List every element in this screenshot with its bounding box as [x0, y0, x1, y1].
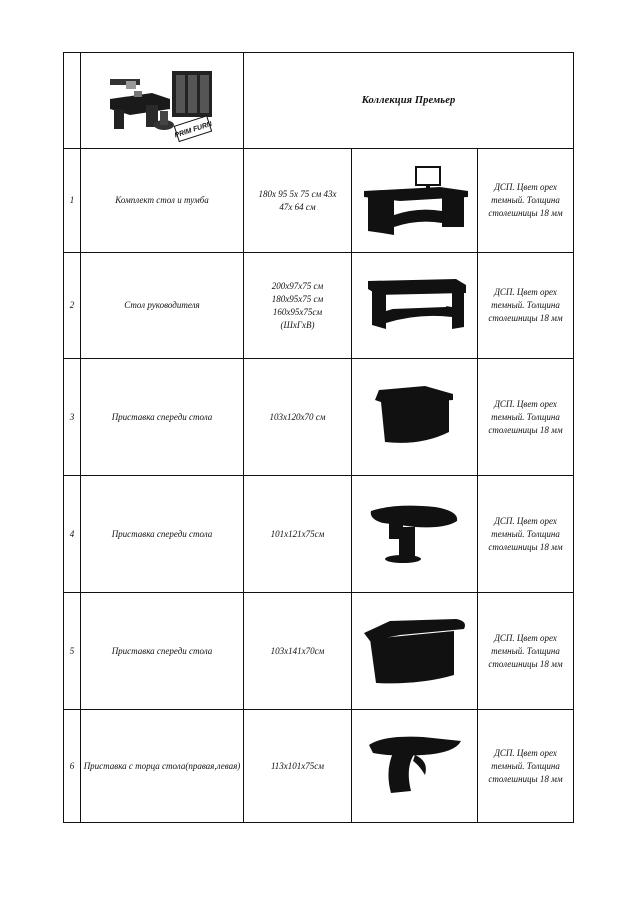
item-image-cell — [352, 476, 478, 593]
wide-extension-icon — [360, 613, 470, 689]
item-dimensions: 101x121x75см — [244, 476, 352, 593]
header-num-cell — [64, 53, 81, 149]
item-dimensions: 103x120x70 см — [244, 359, 352, 476]
header-photo-cell — [81, 53, 244, 149]
item-description: ДСП. Цвет орех темный. Толщина столешницы 18 мм — [478, 476, 574, 593]
item-description: ДСП. Цвет орех темный. Толщина столешницы 18 мм — [478, 710, 574, 823]
photo-stamp-text: PRIM FURN — [173, 120, 213, 139]
collection-title: Коллекция Премьер — [361, 95, 456, 106]
item-image-cell — [352, 149, 478, 253]
row-number: 5 — [64, 593, 81, 710]
office-furniture-photo — [106, 59, 218, 143]
item-description: ДСП. Цвет орех темный. Толщина столешницы 18 мм — [478, 593, 574, 710]
executive-desk-icon — [360, 271, 470, 341]
collection-title-cell — [244, 53, 574, 149]
row-number: 4 — [64, 476, 81, 593]
header-row — [64, 53, 574, 149]
row-number: 6 — [64, 710, 81, 823]
row-number: 1 — [64, 149, 81, 253]
item-name: Комплект стол и тумба — [81, 149, 244, 253]
table-row — [64, 593, 574, 710]
item-image-cell — [352, 359, 478, 476]
table-row — [64, 253, 574, 359]
table-row — [64, 476, 574, 593]
item-image-cell — [352, 710, 478, 823]
item-name: Приставка с торца стола(правая,левая) — [81, 710, 244, 823]
desk-with-pedestal-icon — [360, 161, 470, 241]
item-name: Приставка спереди стола — [81, 476, 244, 593]
table-row — [64, 359, 574, 476]
item-name: Приставка спереди стола — [81, 359, 244, 476]
side-extension-icon — [363, 731, 467, 801]
round-extension-icon — [365, 499, 465, 569]
desk-extension-icon — [365, 382, 465, 452]
table-row — [64, 710, 574, 823]
item-dimensions: 113x101x75см — [244, 710, 352, 823]
item-dimensions: 200x97x75 см 180x95x75 см 160x95x75см (ШхГхВ) — [244, 253, 352, 359]
item-description: ДСП. Цвет орех темный. Толщина столешницы 18 мм — [478, 253, 574, 359]
item-description: ДСП. Цвет орех темный. Толщина столешницы 18 мм — [478, 149, 574, 253]
item-name: Приставка спереди стола — [81, 593, 244, 710]
item-image-cell — [352, 253, 478, 359]
item-description: ДСП. Цвет орех темный. Толщина столешницы 18 мм — [478, 359, 574, 476]
item-image-cell — [352, 593, 478, 710]
row-number: 3 — [64, 359, 81, 476]
item-name: Стол руководителя — [81, 253, 244, 359]
item-dimensions: 180x 95 5x 75 см 43x 47x 64 см — [244, 149, 352, 253]
item-dimensions: 103x141x70см — [244, 593, 352, 710]
table-row — [64, 149, 574, 253]
furniture-table — [63, 52, 574, 823]
row-number: 2 — [64, 253, 81, 359]
